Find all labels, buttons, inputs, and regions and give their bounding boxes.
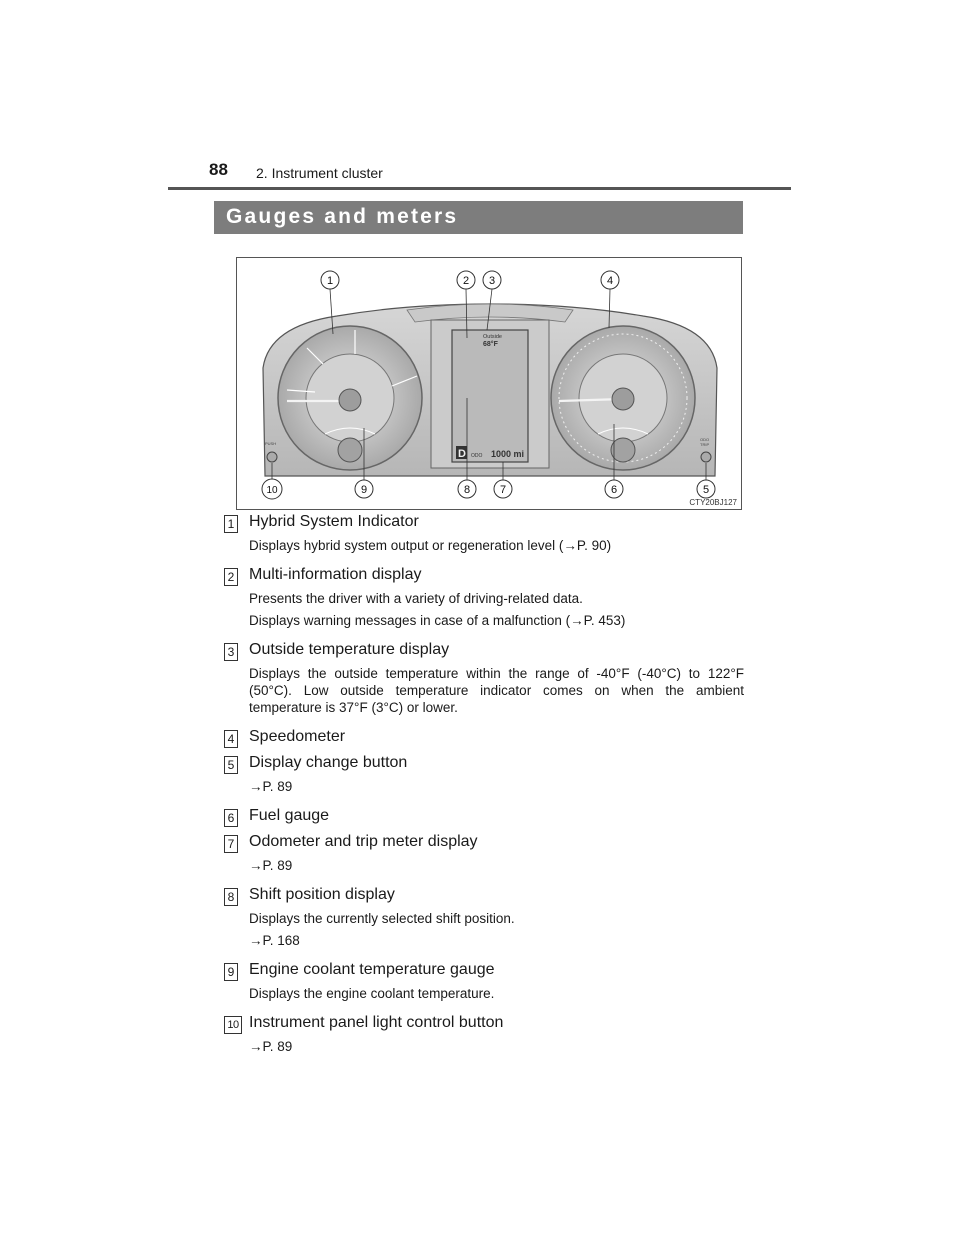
- chapter-title: 2. Instrument cluster: [256, 165, 383, 181]
- item-list: [224, 511, 744, 1065]
- list-item: [224, 513, 744, 564]
- item-title: Speedometer: [249, 728, 346, 745]
- fuel-gauge-hub: [611, 438, 635, 462]
- instrument-cluster-illustration: [237, 258, 742, 510]
- header-divider: [168, 187, 791, 190]
- button-right-label-1: ODO: [700, 437, 710, 442]
- item-description: Displays hybrid system output or regeneration level (→P. 90): [249, 538, 612, 553]
- display-gear: D: [458, 448, 466, 460]
- callout-2-label: 2: [462, 275, 470, 287]
- section-title: Gauges and meters: [226, 205, 459, 228]
- list-item: [224, 728, 744, 752]
- page-reference: →P. 89: [249, 858, 293, 873]
- list-item: [224, 807, 744, 831]
- item-number-badge: 3: [224, 643, 238, 661]
- callout-1-label: 1: [326, 275, 334, 287]
- item-number-badge: 9: [224, 963, 238, 981]
- item-description: Displays warning messages in case of a malfunction (→P. 453): [249, 613, 626, 628]
- callout-6-label: 6: [610, 484, 618, 496]
- instrument-cluster-figure: [236, 257, 742, 510]
- item-number-badge: 10: [224, 1016, 242, 1034]
- item-title: Odometer and trip meter display: [249, 833, 478, 850]
- item-description: Displays the outside temperature within the range of -40°F (-40°C) to 122°F (50°C). Low outside temperature indicator comes on when the ambient temperature is 37°F (3°C) or lower.: [249, 666, 744, 715]
- page-reference: →P. 168: [249, 933, 300, 948]
- section-header: [214, 201, 743, 234]
- item-title: Engine coolant temperature gauge: [249, 961, 495, 978]
- figure-code: CTY20BJ127: [689, 498, 737, 507]
- list-item: [224, 641, 744, 726]
- list-item: [224, 886, 744, 959]
- list-item: [224, 566, 744, 639]
- display-temp: 68°F: [483, 341, 498, 348]
- item-title: Hybrid System Indicator: [249, 513, 419, 530]
- item-description: Displays the currently selected shift position.: [249, 911, 515, 926]
- callout-5-label: 5: [702, 484, 710, 496]
- item-number-badge: 1: [224, 515, 238, 533]
- panel-light-button: [267, 452, 277, 462]
- item-title: Shift position display: [249, 886, 395, 903]
- item-number-badge: 5: [224, 756, 238, 774]
- button-right-label-2: TRIP: [700, 442, 710, 447]
- callout-4-label: 4: [606, 275, 614, 287]
- display-outside-label: Outside: [483, 334, 502, 340]
- callout-8-label: 8: [463, 484, 471, 496]
- list-item: [224, 833, 744, 884]
- list-item: [224, 961, 744, 1012]
- item-title: Instrument panel light control button: [249, 1014, 504, 1031]
- page-reference: →P. 89: [249, 1039, 293, 1054]
- item-number-badge: 8: [224, 888, 238, 906]
- item-description: Presents the driver with a variety of driving-related data.: [249, 591, 583, 606]
- coolant-gauge-hub: [338, 438, 362, 462]
- item-title: Fuel gauge: [249, 807, 330, 824]
- display-odo-label: ODO: [471, 453, 483, 459]
- item-title: Multi-information display: [249, 566, 422, 583]
- page-number: 88: [209, 160, 228, 179]
- list-item: [224, 1014, 744, 1065]
- list-item: [224, 754, 744, 805]
- item-title: Display change button: [249, 754, 408, 771]
- item-number-badge: 4: [224, 730, 238, 748]
- item-number-badge: 2: [224, 568, 238, 586]
- item-description: Displays the engine coolant temperature.: [249, 986, 495, 1001]
- item-number-badge: 7: [224, 835, 238, 853]
- display-odometer: 1000 mi: [491, 449, 525, 459]
- multi-information-display: [452, 330, 528, 462]
- callout-3-label: 3: [488, 275, 496, 287]
- callout-9-label: 9: [360, 484, 368, 496]
- page-reference: →P. 89: [249, 779, 293, 794]
- button-left-label: PUSH: [265, 441, 277, 446]
- item-number-badge: 6: [224, 809, 238, 827]
- callout-7-label: 7: [499, 484, 507, 496]
- callout-10-label: 10: [266, 485, 278, 496]
- display-change-button: [701, 452, 711, 462]
- item-title: Outside temperature display: [249, 641, 450, 658]
